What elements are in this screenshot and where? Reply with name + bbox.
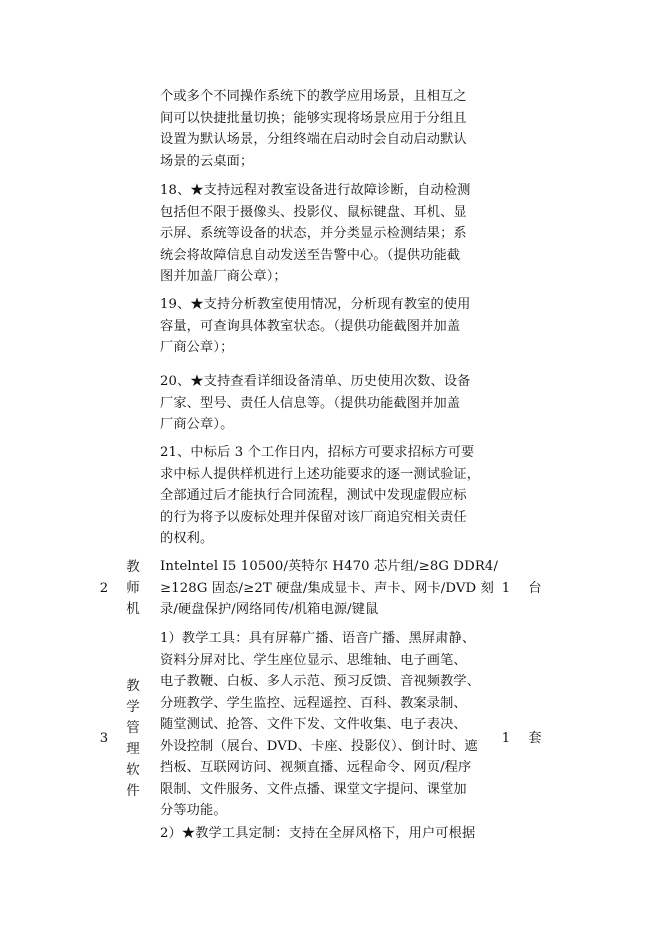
text-line: 容量，可查询具体教室状态。（提供功能截图并加盖	[160, 318, 461, 334]
name-char: 师	[126, 580, 140, 596]
text-line: 厂商公章）；	[160, 340, 234, 355]
text-line: 示屏、系统等设备的状态，并分类显示检测结果；系	[160, 226, 467, 241]
requirement-item-19	[160, 294, 478, 359]
text-line: 录/硬盘保护/网络同传/机箱电源/键鼠	[160, 602, 379, 617]
unit: 套	[528, 731, 542, 746]
text-line: 分班教学、学生监控、远程遥控、百科、教案录制、	[160, 695, 467, 711]
text-line: 外设控制（展台、DVD、卡座、投影仪）、倒计时、遮	[160, 738, 478, 754]
text-line: 21、中标后 3 个工作日内，招标方可要求招标方可要	[160, 445, 475, 460]
text-line: 场景的云桌面；	[160, 153, 254, 169]
name-char: 教	[126, 678, 140, 694]
text-line: 20、★支持查看详细设备清单、历史使用次数、设备	[160, 374, 471, 389]
text-line: 厂家、型号、责任人信息等。（提供功能截图并加盖	[160, 395, 461, 411]
text-line: 全部通过后才能执行合同流程，测试中发现虚假应标	[160, 488, 467, 503]
name-char: 学	[126, 699, 140, 715]
text-line: 电子教鞭、白板、多人示范、预习反馈、音视频教学、	[160, 674, 481, 689]
text-line: 包括但不限于摄像头、投影仪、鼠标键盘、耳机、显	[160, 204, 467, 220]
text-line: 18、★支持远程对教室设备进行故障诊断，自动检测	[160, 183, 471, 198]
name-char: 理	[126, 741, 140, 757]
text-line: 1）教学工具：具有屏幕广播、语音广播、黑屏肃静、	[160, 631, 476, 646]
text-line: 随堂测试、抢答、文件下发、文件收集、电子表决、	[160, 717, 467, 732]
item-name-teaching-software	[125, 676, 141, 802]
quantity: 1	[501, 731, 511, 746]
text-line: 2）★教学工具定制：支持在全屏风格下，用户可根据	[160, 826, 476, 841]
text-line: 图并加盖厂商公章）；	[160, 269, 287, 284]
text-line: ≥128G 固态/≥2T 硬盘/集成显卡、声卡、网卡/DVD 刻	[160, 580, 494, 596]
text-line: 厂商公章）。	[160, 417, 234, 432]
text-line: 资料分屏对比、学生座位显示、思维轴、电子画笔、	[160, 652, 467, 668]
text-line: 设置为默认场景，分组终端在启动时会自动启动默认	[160, 132, 467, 147]
name-char: 软	[126, 762, 140, 778]
name-char: 机	[126, 601, 140, 617]
text-line: 个或多个不同操作系统下的教学应用场景，且相互之	[160, 89, 467, 104]
requirement-item-21	[160, 442, 481, 550]
text-line: 间可以快捷批量切换；能够实现将场景应用于分组且	[160, 110, 467, 126]
name-char: 件	[126, 783, 140, 799]
teaching-tools-custom-spec	[160, 823, 480, 845]
requirement-item-18	[160, 180, 478, 288]
continued-paragraph	[160, 86, 478, 172]
text-line: 分等功能。	[160, 803, 227, 818]
text-line: Intelntel I5 10500/英特尔 H470 芯片组/≥8G DDR4/	[160, 559, 499, 574]
unit: 台	[528, 581, 542, 596]
text-line: 的权利。	[160, 531, 214, 546]
quantity: 1	[501, 581, 511, 596]
text-line: 挡板、互联网访问、视频直播、远程命令、网页/程序	[160, 760, 472, 775]
name-char: 管	[126, 720, 140, 736]
row-index: 2	[99, 581, 109, 596]
name-char: 教	[126, 559, 140, 575]
text-line: 限制、文件服务、文件点播、课堂文字提问、课堂加	[160, 781, 467, 797]
teacher-pc-spec	[160, 556, 499, 621]
text-line: 统会将故障信息自动发送至告警中心。（提供功能截	[160, 247, 461, 263]
text-line: 19、★支持分析教室使用情况，分析现有教室的使用	[160, 297, 471, 312]
teaching-tools-spec	[160, 628, 480, 822]
requirement-item-20	[160, 371, 478, 436]
text-line: 的行为将予以废标处理并保留对该厂商追究相关责任	[160, 509, 467, 525]
item-name-teacher-pc	[125, 557, 141, 620]
text-line: 求中标人提供样机进行上述功能要求的逐一测试验证，	[160, 466, 481, 482]
row-index: 3	[99, 731, 109, 746]
